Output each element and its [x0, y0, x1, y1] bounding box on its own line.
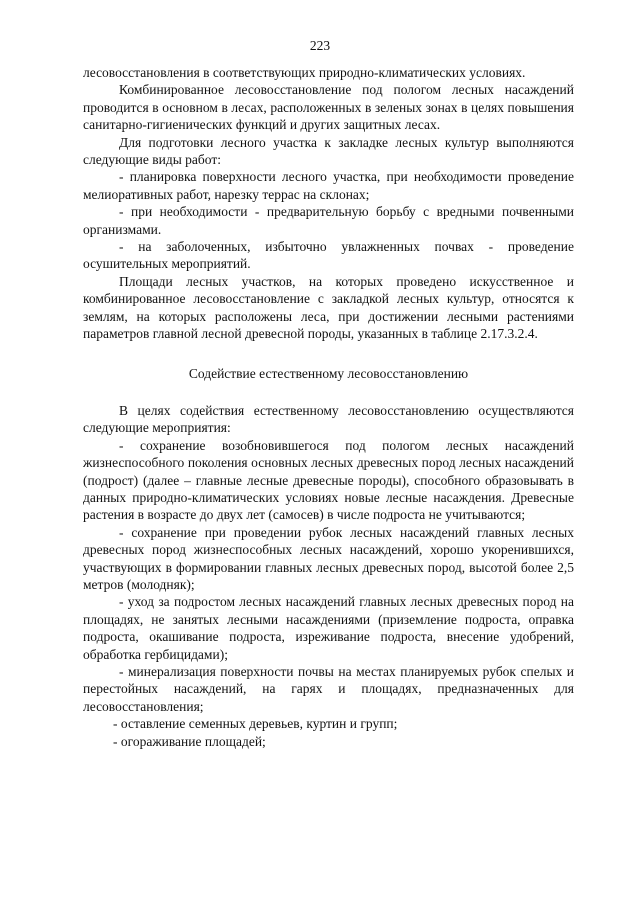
list-item: - сохранение при проведении рубок лесных насаждений главных лесных древесных пород жизнеспособных лесных насаждений, хорошо укоренившихся, участвующих в формировании главных лесных древесных пород, высотой более 2,5 метров (молодняк); [83, 524, 574, 592]
paragraph: Для подготовки лесного участка к закладке лесных культур выполняются следующие виды работ: [83, 134, 574, 168]
list-item: - на заболоченных, избыточно увлажненных почвах - проведение осушительных мероприятий. [83, 239, 574, 272]
document-body [83, 64, 574, 750]
section-heading: Содействие естественному лесовосстановлению [188, 365, 469, 381]
list-item: - при необходимости - предварительную борьбу с вредными почвенными организмами. [83, 204, 574, 237]
paragraph: лесовосстановления в соответствующих природно-климатических условиях. [83, 65, 526, 80]
paragraph: Площади лесных участков, на которых проведено искусственное и комбинированное лесовосстановление с закладкой лесных культур, относятся к землям, на которых расположены леса, при достижении лесными растениями параметров главной лесной древесной породы, указанных в таблице 2.17.3.2.4. [83, 273, 574, 342]
paragraph: Комбинированное лесовосстановление под пологом лесных насаждений проводится в основном в лесах, расположенных в зеленых зонах в целях повышения санитарно-гигиенических функций и других защитных лесах. [83, 82, 574, 133]
list-item: - уход за подростом лесных насаждений главных лесных древесных пород на площадях, не занятых лесными насаждениями (приземление подроста, оправка подроста, окашивание подроста, изреживание подроста, внесение удобрений, обработка гербицидами); [83, 594, 574, 662]
page-number: 223 [309, 38, 331, 53]
paragraph: В целях содействия естественному лесовосстановлению осуществляются следующие мероприятия: [83, 402, 574, 436]
list-item: - огораживание площадей; [113, 733, 266, 749]
list-item: - оставление семенных деревьев, куртин и групп; [113, 716, 398, 732]
list-item: - минерализация поверхности почвы на местах планируемых рубок спелых и перестойных насаждений, на гарях и площадях, предназначенных для лесовосстановления; [83, 664, 574, 714]
list-item: - планировка поверхности лесного участка, при необходимости проведение мелиоративных работ, нарезку террас на склонах; [83, 169, 574, 202]
list-item: - сохранение возобновившегося под пологом лесных насаждений жизнеспособного поколения основных лесных древесных пород лесных насаждений (подрост) (далее – главные лесные древесные породы), способного образовывать в данных природно-климатических условиях новые лесные насаждения. Древесные растения в возрасте до двух лет (самосев) в числе подроста не учитываются; [83, 437, 574, 523]
